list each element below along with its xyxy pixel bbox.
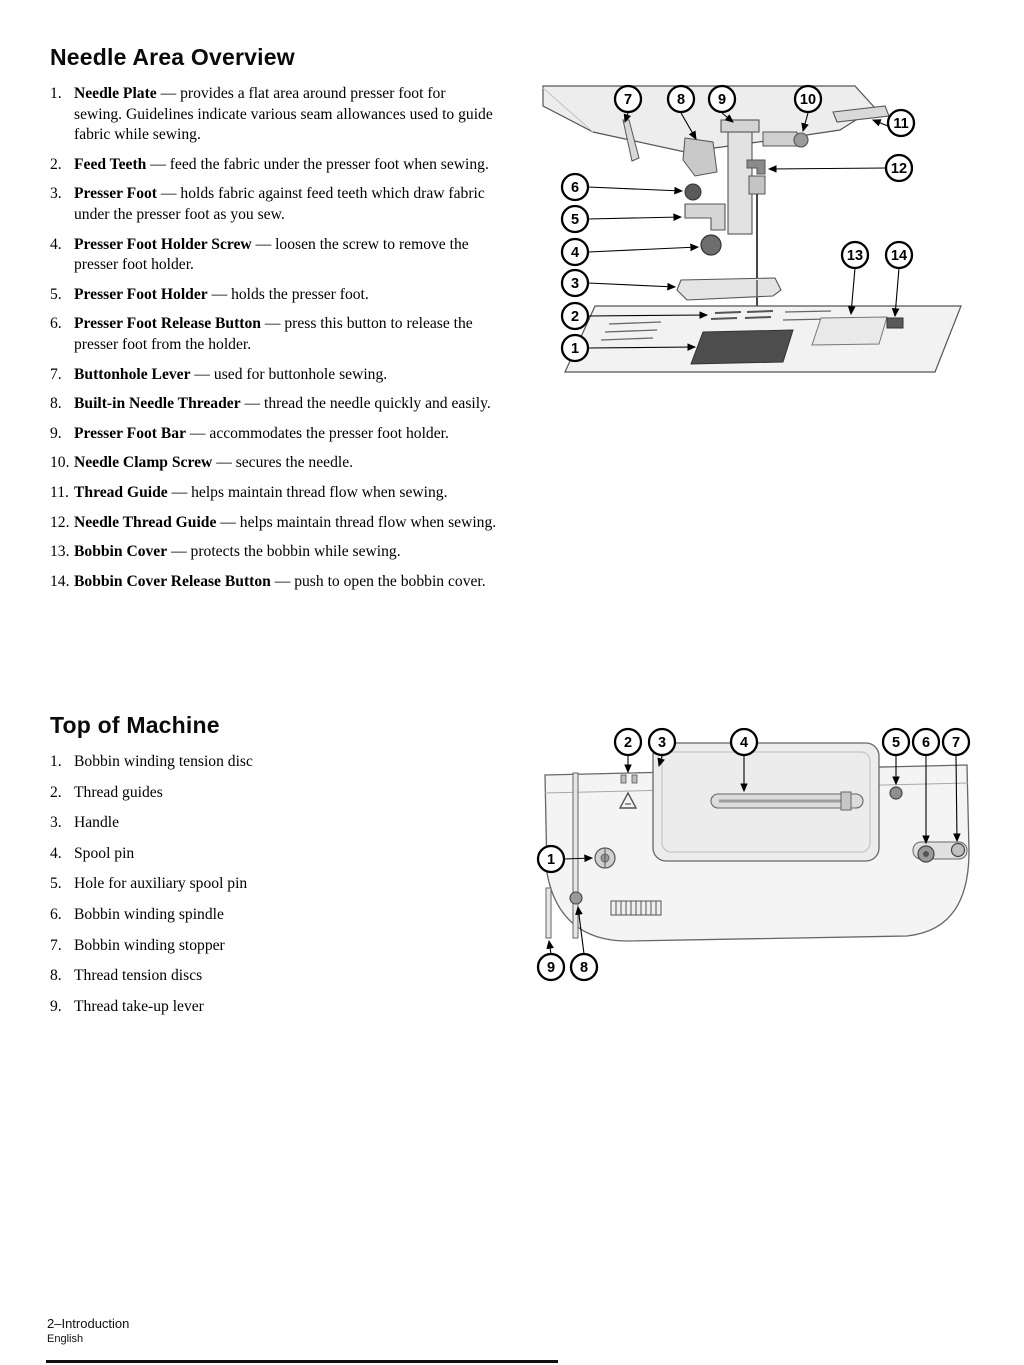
scan-edge-artifact <box>46 1360 558 1363</box>
item-term: Buttonhole Lever <box>74 365 191 383</box>
top-of-machine-list <box>50 752 497 1017</box>
callout-10 <box>795 86 821 112</box>
item-label: Spool pin <box>74 844 135 862</box>
bobbin-cover-release-button-shape <box>887 318 903 328</box>
needle-area-item <box>50 513 497 534</box>
bobbin-winding-stopper-shape <box>952 844 965 857</box>
callout-9 <box>538 954 564 980</box>
top-of-machine-section <box>50 712 497 1027</box>
ribbed-plate-shape <box>611 901 661 915</box>
item-desc: — secures the needle. <box>216 454 354 472</box>
top-of-machine-item <box>50 874 497 895</box>
needle-area-item <box>50 542 497 563</box>
item-term: Bobbin Cover <box>74 543 168 561</box>
top-of-machine-item <box>50 905 497 926</box>
item-number: 9. <box>50 424 62 442</box>
footer-section-label: 2–Introduction <box>47 1316 130 1331</box>
item-text <box>74 235 497 276</box>
item-number: 4. <box>50 235 62 253</box>
needle-area-heading: Needle Area Overview <box>50 44 295 70</box>
svg-text:8: 8 <box>579 960 589 977</box>
top-of-machine-item <box>50 783 497 804</box>
callout-5 <box>883 729 909 755</box>
svg-text:2: 2 <box>623 735 633 752</box>
item-number: 7. <box>50 365 62 383</box>
item-term: Built-in Needle Threader <box>74 395 241 413</box>
presser-foot-holder-screw-shape <box>701 235 721 255</box>
item-number: 13. <box>50 543 70 561</box>
item-text <box>74 542 497 563</box>
item-number: 5. <box>50 875 62 893</box>
needle-clamp-shape <box>763 132 797 146</box>
spindle-center-dot <box>923 851 929 857</box>
svg-text:7: 7 <box>623 92 633 109</box>
item-text <box>74 424 497 445</box>
item-term: Presser Foot Holder Screw <box>74 235 252 253</box>
callout-1 <box>538 846 564 872</box>
item-number: 8. <box>50 967 62 985</box>
top-of-machine-diagram <box>535 723 975 985</box>
item-number: 10. <box>50 454 70 472</box>
item-number: 6. <box>50 315 62 333</box>
callout-3 <box>562 270 588 296</box>
item-label: Thread tension discs <box>74 967 203 985</box>
item-text <box>74 394 497 415</box>
item-desc: — accommodates the presser foot holder. <box>189 424 449 442</box>
item-label: Hole for auxiliary spool pin <box>74 875 248 893</box>
needle-threader-shape <box>683 138 717 176</box>
presser-foot-bar-shape <box>728 124 752 234</box>
item-desc: — push to open the bobbin cover. <box>274 572 486 590</box>
svg-text:7: 7 <box>951 735 961 752</box>
item-text <box>74 184 497 225</box>
item-text <box>74 483 497 504</box>
item-desc: — used for buttonhole sewing. <box>194 365 388 383</box>
item-desc: — holds the presser foot. <box>211 285 369 303</box>
item-text <box>74 513 497 534</box>
presser-foot-shape <box>677 278 781 300</box>
needle-area-diagram <box>535 80 975 380</box>
svg-text:2: 2 <box>570 309 580 326</box>
callout-5 <box>562 206 588 232</box>
thread-take-up-slot-shape <box>546 888 551 938</box>
needle-area-item <box>50 314 497 355</box>
svg-text:6: 6 <box>921 735 931 752</box>
needle-area-item <box>50 572 497 593</box>
item-term: Presser Foot Release Button <box>74 315 261 333</box>
footer-language-label: English <box>47 1333 84 1345</box>
item-text <box>74 314 497 355</box>
svg-text:11: 11 <box>893 116 909 133</box>
svg-text:12: 12 <box>890 161 908 178</box>
svg-text:9: 9 <box>546 960 556 977</box>
top-of-machine-item <box>50 997 497 1018</box>
needle-area-item <box>50 235 497 276</box>
svg-text:13: 13 <box>846 248 864 265</box>
top-of-machine-item <box>50 752 497 773</box>
bar-cap-shape <box>721 120 759 132</box>
top-of-machine-heading: Top of Machine <box>50 712 220 738</box>
item-term: Thread Guide <box>74 483 168 501</box>
thread-slot-shape <box>573 773 578 938</box>
callout-8 <box>668 86 694 112</box>
page-footer <box>47 1316 129 1345</box>
svg-text:14: 14 <box>890 248 908 265</box>
needle-area-item <box>50 365 497 386</box>
item-term: Needle Plate <box>74 85 157 102</box>
needle-area-item <box>50 483 497 504</box>
item-term: Needle Thread Guide <box>74 513 217 531</box>
thread-tension-discs-shape <box>570 892 582 904</box>
item-number: 9. <box>50 997 62 1015</box>
item-number: 7. <box>50 936 62 954</box>
svg-text:3: 3 <box>570 276 580 293</box>
needle-area-item <box>50 155 497 176</box>
callout-6 <box>562 174 588 200</box>
needle-clamp-screw-shape <box>794 133 808 147</box>
callout-7 <box>615 86 641 112</box>
callout-13 <box>842 242 868 268</box>
item-desc: — loosen the screw to remove the presser foot holder. <box>74 235 469 274</box>
svg-text:1: 1 <box>570 341 580 358</box>
item-label: Handle <box>74 814 120 832</box>
svg-text:5: 5 <box>570 212 580 229</box>
callout-14 <box>886 242 912 268</box>
svg-text:6: 6 <box>570 180 580 197</box>
svg-text:9: 9 <box>717 92 727 109</box>
callout-12 <box>886 155 912 181</box>
item-term: Presser Foot Holder <box>74 285 208 303</box>
item-desc: — helps maintain thread flow when sewing. <box>220 513 497 531</box>
callout-7 <box>943 729 969 755</box>
item-desc: — helps maintain thread flow when sewing. <box>171 483 448 501</box>
item-term: Presser Foot Bar <box>74 424 187 442</box>
item-desc: — thread the needle quickly and easily. <box>244 395 491 413</box>
item-text <box>74 84 497 146</box>
item-label: Bobbin winding tension disc <box>74 753 253 770</box>
needle-area-item <box>50 424 497 445</box>
needle-area-list <box>50 84 497 592</box>
item-desc: — holds fabric against feed teeth which draw fabric under the presser foot as you sew. <box>74 185 485 223</box>
item-desc: — feed the fabric under the presser foot when sewing. <box>150 155 489 173</box>
item-text <box>74 453 497 474</box>
item-number: 4. <box>50 844 62 862</box>
svg-text:5: 5 <box>891 735 901 752</box>
item-label: Thread take-up lever <box>74 997 204 1015</box>
top-of-machine-item <box>50 936 497 957</box>
item-number: 2. <box>50 783 62 801</box>
callout-2 <box>615 729 641 755</box>
callout-9 <box>709 86 735 112</box>
callout-8 <box>571 954 597 980</box>
bobbin-winding-tension-disc-shape <box>595 848 615 868</box>
svg-text:8: 8 <box>676 92 686 109</box>
callout-6 <box>913 729 939 755</box>
item-number: 1. <box>50 85 62 102</box>
item-desc: — protects the bobbin while sewing. <box>171 543 401 561</box>
svg-text:4: 4 <box>739 735 749 752</box>
item-label: Thread guides <box>74 783 163 801</box>
item-term: Presser Foot <box>74 185 157 203</box>
item-number: 8. <box>50 395 62 413</box>
item-number: 11. <box>50 483 69 501</box>
bobbin-cover-window-shape <box>691 330 793 364</box>
top-of-machine-item <box>50 813 497 834</box>
item-term: Feed Teeth <box>74 155 147 173</box>
item-number: 3. <box>50 814 62 832</box>
needle-area-item <box>50 453 497 474</box>
needle-area-item <box>50 285 497 306</box>
item-desc: — provides a flat area around presser foot for sewing. Guidelines indicate various seam allowances used to guide fabric while sewing. <box>74 85 493 144</box>
item-label: Bobbin winding stopper <box>74 936 225 954</box>
top-of-machine-item <box>50 844 497 865</box>
item-text <box>74 285 497 306</box>
item-text <box>74 365 497 386</box>
callout-11 <box>888 110 914 136</box>
callout-2 <box>562 303 588 329</box>
item-label: Bobbin winding spindle <box>74 905 224 923</box>
bobbin-cover-shape <box>812 317 887 345</box>
item-number: 14. <box>50 572 70 590</box>
needle-area-item <box>50 394 497 415</box>
item-term: Bobbin Cover Release Button <box>74 572 271 590</box>
item-number: 3. <box>50 185 62 203</box>
item-number: 6. <box>50 905 62 923</box>
callout-4 <box>562 239 588 265</box>
item-text <box>74 572 497 593</box>
callout-1 <box>562 335 588 361</box>
item-number: 1. <box>50 753 62 770</box>
item-number: 5. <box>50 285 62 303</box>
top-of-machine-item <box>50 966 497 987</box>
aux-spool-pin-hole-shape <box>890 787 902 799</box>
item-number: 12. <box>50 513 70 531</box>
item-text <box>74 155 497 176</box>
needle-area-section <box>50 44 497 601</box>
presser-foot-release-button-shape <box>685 184 701 200</box>
presser-foot-holder-shape <box>685 204 725 230</box>
item-term: Needle Clamp Screw <box>74 454 213 472</box>
item-number: 2. <box>50 155 62 173</box>
svg-text:10: 10 <box>799 92 817 109</box>
callout-3 <box>649 729 675 755</box>
spool-pin-cap <box>841 792 851 810</box>
svg-text:4: 4 <box>570 245 580 262</box>
needle-holder-shape <box>749 176 765 194</box>
svg-text:1: 1 <box>546 852 556 869</box>
item-desc: — press this button to release the presser foot from the holder. <box>74 315 473 353</box>
needle-area-item <box>50 84 497 146</box>
callout-4 <box>731 729 757 755</box>
svg-text:3: 3 <box>657 735 667 752</box>
needle-area-item <box>50 184 497 225</box>
